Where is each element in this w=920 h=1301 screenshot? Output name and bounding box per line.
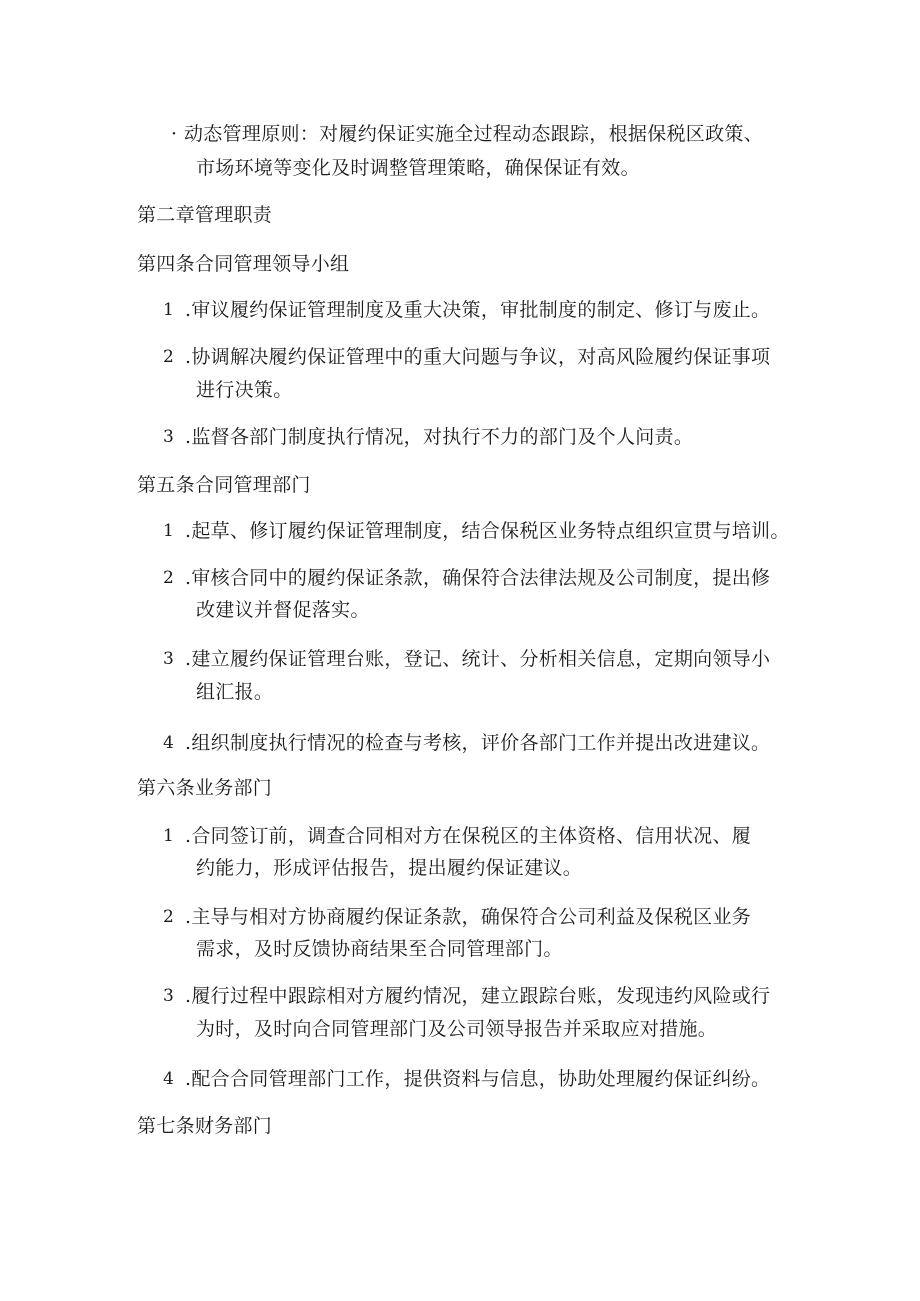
article-7-title: 第七条财务部门	[137, 1115, 273, 1137]
article-6-item-1-text-cont: 约能力，形成评估报告，提出履约保证建议。	[196, 857, 583, 879]
article-6-item-3-text-cont: 为时，及时向合同管理部门及公司领导报告并采取应对措施。	[196, 1018, 718, 1040]
article-4-item-2-text-cont: 进行决策。	[196, 379, 293, 401]
bullet-line-2: 市场环境等变化及时调整管理策略，确保保证有效。	[196, 157, 640, 179]
article-6-item-3-text: .履行过程中跟踪相对方履约情况，建立跟踪台账，发现违约风险或行	[185, 985, 771, 1007]
article-5-item-3-text: .建立履约保证管理台账，登记、统计、分析相关信息，定期向领导小	[185, 648, 771, 670]
chapter-title: 第二章管理职责	[137, 204, 273, 226]
bullet-line-1: 动态管理原则：对履约保证实施全过程动态跟踪，根据保税区政策、	[184, 123, 764, 145]
article-5-item-4-number: 4	[163, 733, 174, 753]
article-6-item-2-number: 2	[163, 907, 174, 927]
article-6-item-4-number: 4	[163, 1069, 174, 1089]
article-6-title: 第六条业务部门	[137, 777, 273, 799]
article-4-item-2-text: .协调解决履约保证管理中的重大问题与争议，对高风险履约保证事项	[185, 346, 771, 368]
article-4-item-2-number: 2	[163, 347, 174, 367]
article-4-item-1-text: .审议履约保证管理制度及重大决策，审批制度的制定、修订与废止。	[185, 299, 771, 321]
article-4-title: 第四条合同管理领导小组	[137, 253, 350, 275]
article-4-item-3-number: 3	[163, 427, 174, 447]
article-5-item-2-text-cont: 改建议并督促落实。	[196, 599, 370, 621]
article-5-item-2-text: .审核合同中的履约保证条款，确保符合法律法规及公司制度，提出修	[185, 567, 771, 589]
article-5-item-4-text: .组织制度执行情况的检查与考核，评价各部门工作并提出改进建议。	[185, 732, 771, 754]
article-4-item-3-text: .监督各部门制度执行情况，对执行不力的部门及个人问责。	[185, 426, 694, 448]
article-5-item-2-number: 2	[163, 568, 174, 588]
article-4-item-1-number: 1	[163, 300, 174, 320]
article-6-item-4-text: .配合合同管理部门工作，提供资料与信息，协助处理履约保证纠纷。	[185, 1068, 771, 1090]
article-5-item-1-number: 1	[163, 521, 174, 541]
article-6-item-3-number: 3	[163, 986, 174, 1006]
article-6-item-1-text: .合同签订前，调查合同相对方在保税区的主体资格、信用状况、履	[185, 825, 752, 847]
article-5-title: 第五条合同管理部门	[137, 474, 311, 496]
bullet-mark: ·	[171, 123, 178, 145]
article-6-item-2-text-cont: 需求，及时反馈协商结果至合同管理部门。	[196, 938, 563, 960]
article-5-item-1-text: .起草、修订履约保证管理制度，结合保税区业务特点组织宣贯与培训。	[185, 520, 790, 542]
article-5-item-3-number: 3	[163, 649, 174, 669]
article-5-item-3-text-cont: 组汇报。	[196, 681, 274, 703]
article-6-item-2-text: .主导与相对方协商履约保证条款，确保符合公司利益及保税区业务	[185, 906, 752, 928]
article-6-item-1-number: 1	[163, 826, 174, 846]
